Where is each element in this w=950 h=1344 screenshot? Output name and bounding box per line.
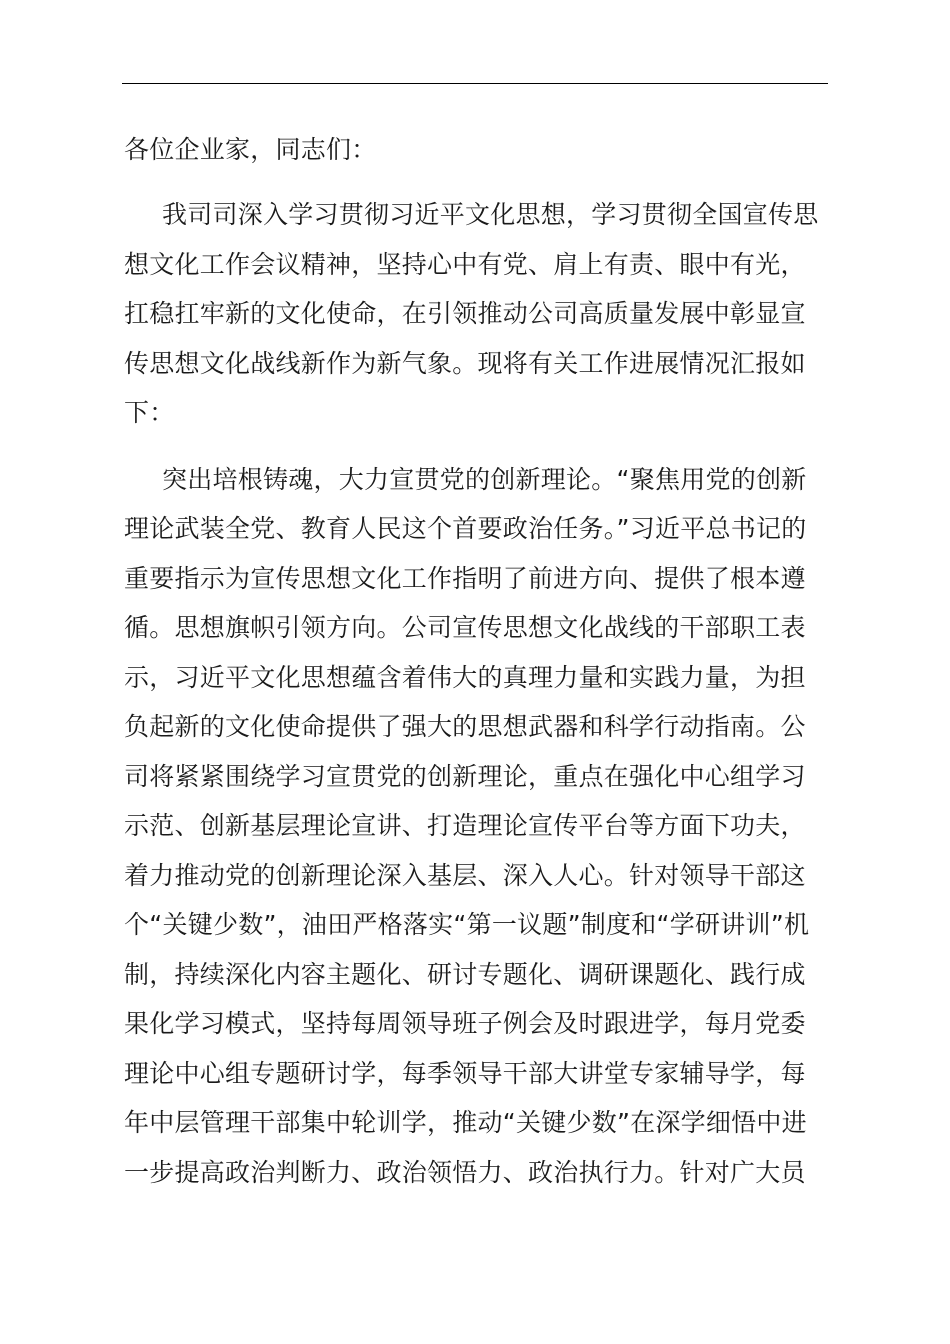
paragraph-2-line-3: 重要指示为宣传思想文化工作指明了前进方向、提供了根本遵 bbox=[124, 564, 806, 593]
paragraph-2-line-15: 一步提高政治判断力、政治领悟力、政治执行力。针对广大员 bbox=[124, 1158, 806, 1187]
paragraph-2-line-6: 负起新的文化使命提供了强大的思想武器和科学行动指南。公 bbox=[124, 712, 806, 741]
paragraph-2-line-13: 理论中心组专题研讨学，每季领导干部大讲堂专家辅导学，每 bbox=[124, 1059, 806, 1088]
paragraph-1-line-5: 下： bbox=[124, 398, 175, 427]
paragraph-2-line-11: 制，持续深化内容主题化、研讨专题化、调研课题化、践行成 bbox=[124, 960, 806, 989]
paragraph-1-line-3: 扛稳扛牢新的文化使命，在引领推动公司高质量发展中彰显宣 bbox=[124, 299, 806, 328]
paragraph-1-line-2: 想文化工作会议精神，坚持心中有党、肩上有责、眼中有光， bbox=[124, 250, 806, 279]
paragraph-2-line-9: 着力推动党的创新理论深入基层、深入人心。针对领导干部这 bbox=[124, 861, 806, 890]
paragraph-2-line-8: 示范、创新基层理论宣讲、打造理论宣传平台等方面下功夫， bbox=[124, 811, 806, 840]
paragraph-2-line-4: 循。思想旗帜引领方向。公司宣传思想文化战线的干部职工表 bbox=[124, 613, 806, 642]
paragraph-2-line-1: 突出培根铸魂，大力宣贯党的创新理论。“聚焦用党的创新 bbox=[162, 465, 807, 494]
paragraph-2-line-12: 果化学习模式，坚持每周领导班子例会及时跟进学，每月党委 bbox=[124, 1009, 806, 1038]
paragraph-2-line-2: 理论武装全党、教育人民这个首要政治任务。”习近平总书记的 bbox=[124, 514, 807, 543]
salutation: 各位企业家，同志们： bbox=[124, 135, 377, 164]
paragraph-1-line-4: 传思想文化战线新作为新气象。现将有关工作进展情况汇报如 bbox=[124, 349, 806, 378]
paragraph-1-line-1: 我司司深入学习贯彻习近平文化思想，学习贯彻全国宣传思 bbox=[162, 200, 819, 229]
paragraph-2-line-5: 示，习近平文化思想蕴含着伟大的真理力量和实践力量，为担 bbox=[124, 663, 806, 692]
paragraph-2-line-10: 个“关键少数”，油田严格落实“第一议题”制度和“学研讲训”机 bbox=[124, 910, 810, 939]
paragraph-2-line-7: 司将紧紧围绕学习宣贯党的创新理论，重点在强化中心组学习 bbox=[124, 762, 806, 791]
paragraph-2-line-14: 年中层管理干部集中轮训学，推动“关键少数”在深学细悟中进 bbox=[124, 1108, 807, 1137]
header-rule bbox=[122, 83, 828, 84]
